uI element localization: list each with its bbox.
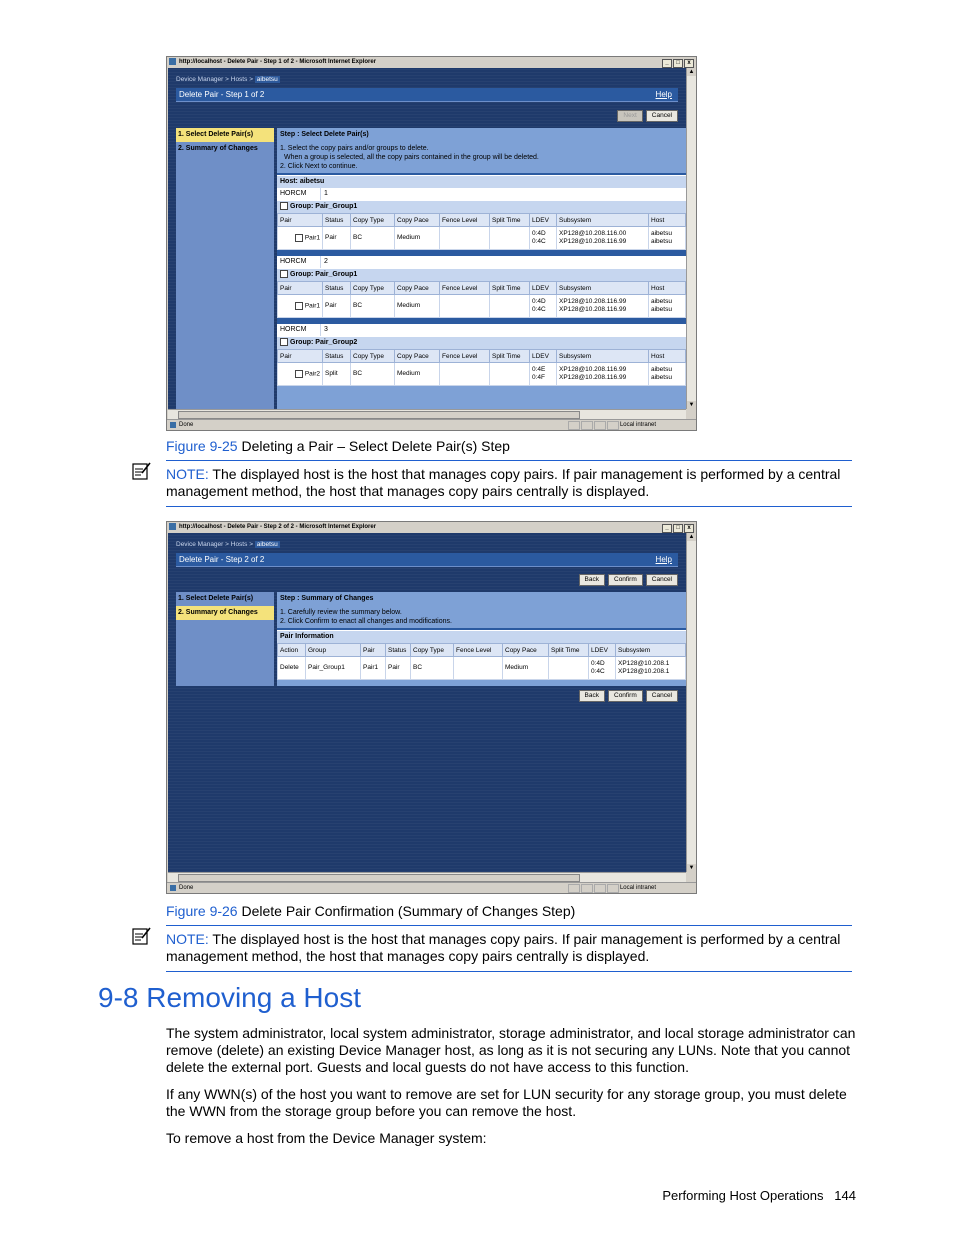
host-1: aibetsu xyxy=(651,298,672,305)
content-panel xyxy=(277,592,686,686)
cell-fence-level xyxy=(440,227,490,250)
horcm-label: HORCM xyxy=(277,324,321,336)
note-icon xyxy=(132,926,152,946)
horcm-value: 3 xyxy=(324,326,328,333)
pair-name: Pair1 xyxy=(304,302,320,310)
column-header: Pair xyxy=(278,214,323,227)
note-body: The displayed host is the host that manages copy pairs. If pair management is performed by a central management method, the host that manages copy pairs centrally is displayed. xyxy=(166,466,841,499)
status-bar xyxy=(167,419,696,430)
scroll-down-icon[interactable]: ▼ xyxy=(688,402,695,408)
table-row xyxy=(278,227,686,250)
cell-ldev xyxy=(530,227,557,250)
column-header: LDEV xyxy=(589,644,616,657)
group-row xyxy=(277,336,686,349)
paragraph-2: If any WWN(s) of the host you want to remove are set for LUN security for any storage group, you must delete the WWN from the storage group before you can remove the host. xyxy=(166,1086,847,1119)
cell-copy-type: BC xyxy=(351,295,395,318)
scroll-up-icon[interactable]: ▲ xyxy=(688,534,695,540)
instruction-1: 1. Carefully review the summary below. xyxy=(280,609,402,616)
note-text xyxy=(166,466,852,500)
pair-checkbox[interactable] xyxy=(295,370,303,378)
breadcrumb-hosts[interactable]: Hosts xyxy=(230,76,248,83)
subsystem-2: XP128@10.208.116.99 xyxy=(559,306,627,313)
window-controls xyxy=(661,58,694,68)
pair-group xyxy=(277,250,686,318)
wizard-header xyxy=(176,88,678,102)
window-title: http://localhost - Delete Pair - Step 1 of 2 - Microsoft Internet Explorer xyxy=(179,59,377,65)
minimize-button[interactable]: _ xyxy=(662,59,672,68)
pair-table xyxy=(277,213,686,250)
confirm-button[interactable]: Confirm xyxy=(608,574,643,586)
horcm-label: HORCM xyxy=(277,188,321,200)
status-bar xyxy=(167,882,696,893)
cell-fence-level xyxy=(454,657,503,680)
column-header: Action xyxy=(278,644,306,657)
figure-number: Figure 9-25 xyxy=(166,438,238,454)
column-header: Host xyxy=(649,214,686,227)
instruction-2: 2. Click Next to continue. xyxy=(280,163,358,170)
group-label: Group: Pair_Group2 xyxy=(290,339,358,346)
cell-ldev xyxy=(589,657,616,680)
cell-fence-level xyxy=(440,295,490,318)
maximize-button[interactable]: □ xyxy=(673,59,683,68)
figure-caption-1 xyxy=(166,438,510,454)
column-header: Fence Level xyxy=(440,350,490,363)
note-label: NOTE: xyxy=(166,466,209,482)
cell-subsystem xyxy=(557,227,649,250)
next-button[interactable]: Next xyxy=(617,110,642,122)
breadcrumb xyxy=(176,76,280,83)
scroll-up-icon[interactable]: ▲ xyxy=(688,69,695,75)
table-row xyxy=(278,295,686,318)
table-row xyxy=(278,657,686,680)
group-label: Group: Pair_Group1 xyxy=(290,203,358,210)
cell-action: Delete xyxy=(278,657,306,680)
cancel-button[interactable]: Cancel xyxy=(646,574,678,586)
cell-status: Pair xyxy=(323,227,351,250)
pair-table xyxy=(277,349,686,386)
breadcrumb-hosts[interactable]: Hosts xyxy=(230,541,248,548)
ldev-1: 0:4D xyxy=(532,230,546,237)
subsystem-1: XP128@10.208.116.00 xyxy=(559,230,627,237)
confirm-button[interactable]: Confirm xyxy=(608,690,643,702)
column-header: LDEV xyxy=(530,282,557,295)
caption-text: Delete Pair Confirmation (Summary of Changes Step) xyxy=(237,903,576,919)
footer-text: Performing Host Operations xyxy=(662,1188,824,1203)
column-header: Group xyxy=(306,644,361,657)
column-header: Subsystem xyxy=(557,214,649,227)
zone-label: Local intranet xyxy=(619,422,656,428)
back-button[interactable]: Back xyxy=(579,690,605,702)
cell-split-time xyxy=(490,363,530,386)
subsystem-2: XP128@10.208.116.99 xyxy=(559,238,627,245)
page-icon xyxy=(170,885,176,891)
pair-information-label: Pair Information xyxy=(277,630,686,643)
column-header: Host xyxy=(649,282,686,295)
horcm-row xyxy=(277,256,686,268)
pair-table xyxy=(277,281,686,318)
note-body: The displayed host is the host that manages copy pairs. If pair management is performed by a central management method, the host that manages copy pairs centrally is displayed. xyxy=(166,931,841,964)
host-2: aibetsu xyxy=(651,238,672,245)
cancel-button[interactable]: Cancel xyxy=(646,110,678,122)
screenshot-delete-pair-step1 xyxy=(166,56,697,431)
content-panel xyxy=(277,128,686,409)
cell-host xyxy=(649,363,686,386)
instruction-1: 1. Select the copy pairs and/or groups to delete. xyxy=(280,145,429,152)
step-instructions xyxy=(277,128,686,175)
host-1: aibetsu xyxy=(651,230,672,237)
note-box-1 xyxy=(166,460,852,507)
page-number: 144 xyxy=(834,1188,856,1203)
column-header: Subsystem xyxy=(616,644,686,657)
group-row xyxy=(277,268,686,281)
column-header: Copy Type xyxy=(351,282,395,295)
paragraph-3: To remove a host from the Device Manager system: xyxy=(166,1130,487,1146)
scroll-thumb[interactable] xyxy=(178,874,580,882)
column-header: Subsystem xyxy=(557,350,649,363)
step-summary-of-changes[interactable]: 2. Summary of Changes xyxy=(176,606,274,620)
breadcrumb-current-host: aibetsu xyxy=(256,541,278,548)
subsystem-1: XP128@10.208.116.99 xyxy=(559,298,627,305)
note-label: NOTE: xyxy=(166,931,209,947)
subsystem-1: XP128@10.208.116.99 xyxy=(559,366,627,373)
wizard-buttons-top xyxy=(576,574,678,592)
cell-ldev xyxy=(530,363,557,386)
breadcrumb-separator: > xyxy=(249,541,253,548)
column-header: Status xyxy=(323,350,351,363)
back-button[interactable]: Back xyxy=(579,574,605,586)
ldev-2: 0:4F xyxy=(532,374,546,381)
window-titlebar xyxy=(167,57,696,67)
group-checkbox[interactable] xyxy=(280,202,288,210)
wizard-steps xyxy=(176,128,274,409)
horcm-label: HORCM xyxy=(277,256,321,268)
pair-checkbox[interactable] xyxy=(295,234,303,242)
scroll-thumb[interactable] xyxy=(178,411,580,419)
cell-split-time xyxy=(549,657,589,680)
column-header: Pair xyxy=(278,350,323,363)
help-link[interactable]: Help xyxy=(655,555,672,564)
group-checkbox[interactable] xyxy=(280,338,288,346)
paragraph-1: The system administrator, local system administrator, storage administrator, and local storage administrator can remove (delete) an existing Device Manager host, as long as it is not securing any LUNs. Note that you cannot delete the external port. Guests and local guests do not have access to this function. xyxy=(166,1025,856,1075)
ldev-2: 0:4C xyxy=(532,306,546,313)
horcm-value: 2 xyxy=(324,258,328,265)
window-titlebar xyxy=(167,522,696,532)
status-cells xyxy=(567,884,619,894)
ldev-1: 0:4D xyxy=(532,298,546,305)
column-header: Fence Level xyxy=(440,214,490,227)
step-instructions xyxy=(277,592,686,630)
pair-name: Pair2 xyxy=(304,370,320,378)
cell-status: Split xyxy=(323,363,351,386)
breadcrumb-device-manager[interactable]: Device Manager xyxy=(176,541,224,548)
cell-split-time xyxy=(490,227,530,250)
column-header: Split Time xyxy=(490,214,530,227)
cell-pair xyxy=(278,295,323,318)
column-header: Copy Pace xyxy=(395,282,440,295)
browser-client-area xyxy=(168,68,686,409)
column-header: Host xyxy=(649,350,686,363)
cell-status: Pair xyxy=(386,657,411,680)
wizard-steps xyxy=(176,592,274,686)
column-header: Copy Pace xyxy=(503,644,549,657)
instruction-2: 2. Click Confirm to enact all changes and modifications. xyxy=(280,618,452,625)
cell-ldev xyxy=(530,295,557,318)
page-footer xyxy=(662,1188,856,1203)
status-text: Done xyxy=(179,422,194,428)
cell-copy-type: BC xyxy=(411,657,454,680)
step-select-delete-pairs[interactable]: 1. Select Delete Pair(s) xyxy=(176,128,274,142)
ie-icon xyxy=(169,523,176,530)
cell-copy-pace: Medium xyxy=(395,363,440,386)
breadcrumb xyxy=(176,541,280,548)
cell-status: Pair xyxy=(323,295,351,318)
ldev-1: 0:4D xyxy=(591,660,605,667)
page-icon xyxy=(170,422,176,428)
cell-copy-pace: Medium xyxy=(503,657,549,680)
horcm-row xyxy=(277,188,686,200)
breadcrumb-separator: > xyxy=(225,541,229,548)
column-header: Copy Type xyxy=(351,214,395,227)
vertical-scrollbar[interactable] xyxy=(686,533,696,872)
column-header: Status xyxy=(323,214,351,227)
cell-pair xyxy=(278,227,323,250)
column-header: Fence Level xyxy=(454,644,503,657)
horcm-value: 1 xyxy=(324,190,328,197)
column-header: Subsystem xyxy=(557,282,649,295)
host-2: aibetsu xyxy=(651,306,672,313)
status-cells xyxy=(567,421,619,431)
step-title: Step : Select Delete Pair(s) xyxy=(280,131,369,138)
close-button[interactable]: x xyxy=(684,59,694,68)
pair-group xyxy=(277,318,686,386)
step-title: Step : Summary of Changes xyxy=(280,595,374,602)
column-header: Status xyxy=(386,644,411,657)
instruction-note: When a group is selected, all the copy pairs contained in the group will be deleted. xyxy=(284,154,539,161)
note-box-2 xyxy=(166,925,852,972)
column-header: LDEV xyxy=(530,214,557,227)
column-header: Fence Level xyxy=(440,282,490,295)
column-header: Split Time xyxy=(490,282,530,295)
wizard-buttons xyxy=(614,110,678,128)
column-header: Pair xyxy=(278,282,323,295)
group-row xyxy=(277,200,686,213)
breadcrumb-separator: > xyxy=(249,76,253,83)
note-text xyxy=(166,931,852,965)
wizard-title: Delete Pair - Step 1 of 2 xyxy=(179,90,265,99)
cell-copy-type: BC xyxy=(351,227,395,250)
host-1: aibetsu xyxy=(651,366,672,373)
column-header: Copy Pace xyxy=(395,350,440,363)
ldev-2: 0:4C xyxy=(591,668,605,675)
close-button[interactable]: x xyxy=(684,524,694,533)
breadcrumb-current-host: aibetsu xyxy=(256,76,278,83)
scroll-down-icon[interactable]: ▼ xyxy=(688,865,695,871)
help-link[interactable]: Help xyxy=(655,90,672,99)
pair-group xyxy=(277,188,686,250)
cell-copy-pace: Medium xyxy=(395,227,440,250)
breadcrumb-separator: > xyxy=(225,76,229,83)
subsystem-2: XP128@10.208.1 xyxy=(618,668,670,675)
browser-client-area xyxy=(168,533,686,872)
minimize-button[interactable]: _ xyxy=(662,524,672,533)
cell-fence-level xyxy=(440,363,490,386)
wizard-title: Delete Pair - Step 2 of 2 xyxy=(179,555,265,564)
pair-information-table xyxy=(277,643,686,680)
wizard-header xyxy=(176,553,678,567)
zone-label: Local intranet xyxy=(619,885,656,891)
group-label: Group: Pair_Group1 xyxy=(290,271,358,278)
vertical-scrollbar[interactable] xyxy=(686,68,696,409)
pair-checkbox[interactable] xyxy=(295,302,303,310)
cancel-button[interactable]: Cancel xyxy=(646,690,678,702)
host-label: Host: aibetsu xyxy=(277,175,686,188)
cell-split-time xyxy=(490,295,530,318)
window-controls xyxy=(661,523,694,533)
cell-subsystem xyxy=(557,363,649,386)
column-header: Split Time xyxy=(549,644,589,657)
step-select-delete-pairs[interactable]: 1. Select Delete Pair(s) xyxy=(178,595,254,602)
column-header: Pair xyxy=(361,644,386,657)
cell-host xyxy=(649,295,686,318)
subsystem-1: XP128@10.208.1 xyxy=(618,660,670,667)
column-header: Split Time xyxy=(490,350,530,363)
cell-group: Pair_Group1 xyxy=(306,657,361,680)
wizard-buttons-bottom xyxy=(576,690,678,708)
cell-pair xyxy=(278,363,323,386)
cell-subsystem xyxy=(616,657,686,680)
status-text: Done xyxy=(179,885,194,891)
maximize-button[interactable]: □ xyxy=(673,524,683,533)
subsystem-2: XP128@10.208.116.99 xyxy=(559,374,627,381)
host-2: aibetsu xyxy=(651,374,672,381)
pair-groups xyxy=(277,188,686,386)
cell-copy-type: BC xyxy=(351,363,395,386)
column-header: Copy Type xyxy=(351,350,395,363)
note-icon xyxy=(132,461,152,481)
column-header: Copy Type xyxy=(411,644,454,657)
ldev-2: 0:4C xyxy=(532,238,546,245)
caption-text: Deleting a Pair – Select Delete Pair(s) Step xyxy=(237,438,510,454)
cell-copy-pace: Medium xyxy=(395,295,440,318)
pair-name: Pair1 xyxy=(304,234,320,242)
group-checkbox[interactable] xyxy=(280,270,288,278)
horizontal-scrollbar[interactable] xyxy=(168,872,686,882)
horizontal-scrollbar[interactable] xyxy=(168,409,686,419)
step-summary-of-changes[interactable]: 2. Summary of Changes xyxy=(178,145,258,152)
figure-number: Figure 9-26 xyxy=(166,903,238,919)
column-header: LDEV xyxy=(530,350,557,363)
ldev-1: 0:4E xyxy=(532,366,546,373)
figure-caption-2 xyxy=(166,903,575,919)
ie-icon xyxy=(169,58,176,65)
table-row xyxy=(278,363,686,386)
screenshot-delete-pair-step2 xyxy=(166,521,697,894)
cell-pair: Pair1 xyxy=(361,657,386,680)
window-title: http://localhost - Delete Pair - Step 2 of 2 - Microsoft Internet Explorer xyxy=(179,524,377,530)
breadcrumb-device-manager[interactable]: Device Manager xyxy=(176,76,224,83)
column-header: Copy Pace xyxy=(395,214,440,227)
cell-subsystem xyxy=(557,295,649,318)
horcm-row xyxy=(277,324,686,336)
column-header: Status xyxy=(323,282,351,295)
section-heading: 9-8 Removing a Host xyxy=(98,982,362,1013)
cell-host xyxy=(649,227,686,250)
